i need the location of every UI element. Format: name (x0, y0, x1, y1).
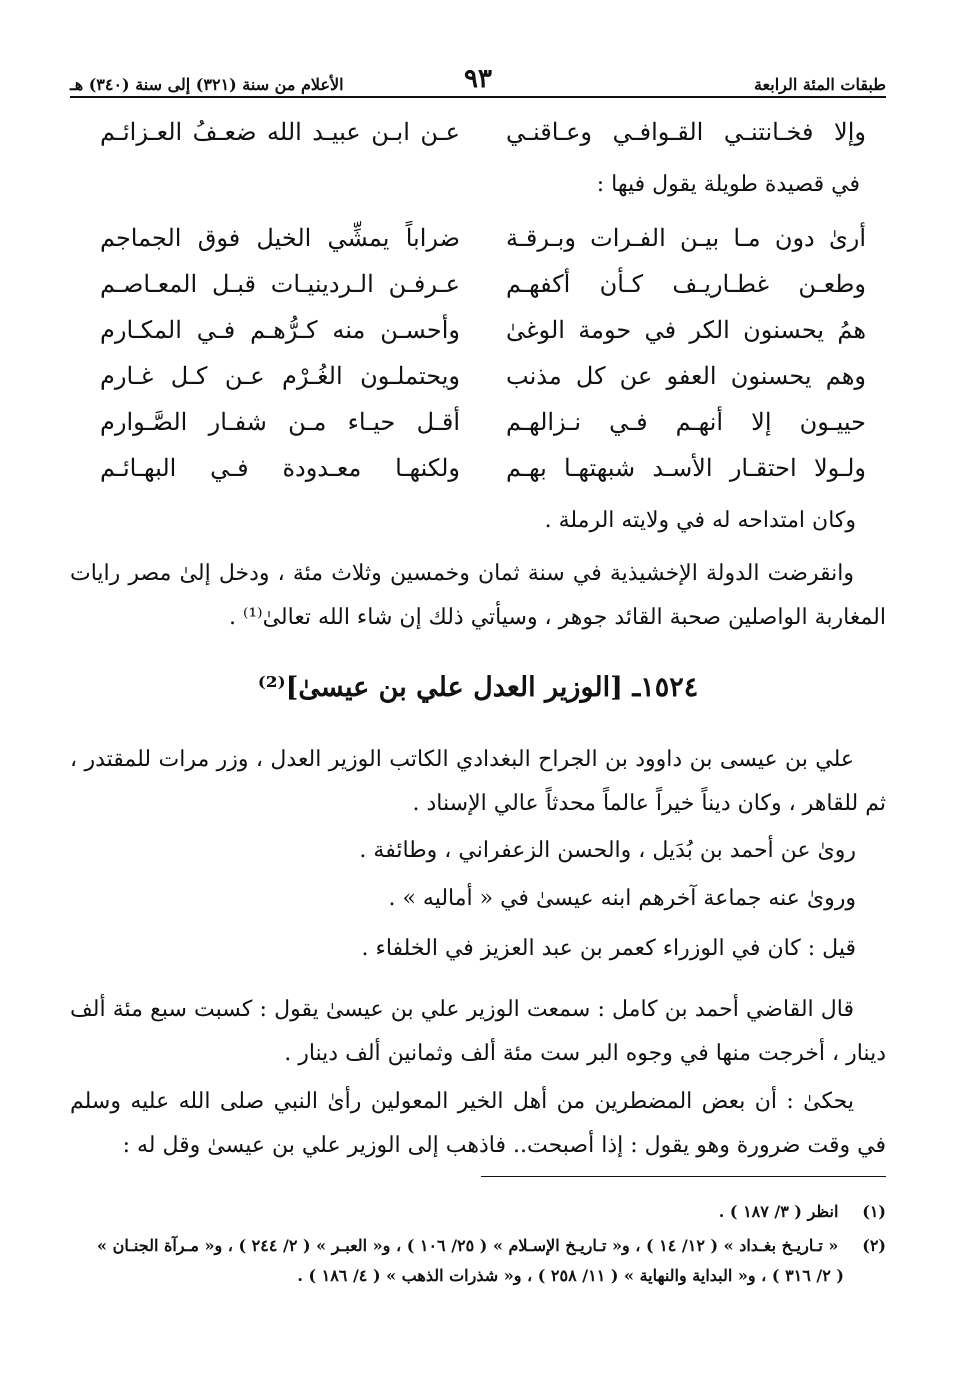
paragraph: يحكىٰ : أن بعض المضطرين من أهل الخير المعولين رأىٰ النبي صلى الله عليه وسلم في وقت ضرورة وهو يقول : إذا أصبحت.. فاذهب إلى الوزير علي بن عيسىٰ وقل له : (70, 1089, 886, 1158)
verse-second-hemistich: عـن ابـن عبيـد الله ضعـفُ العـزائـم (100, 118, 460, 146)
header-rule (70, 96, 886, 98)
verse-line (70, 270, 886, 316)
verse-line (70, 408, 886, 454)
verse-second-hemistich: ويحتملـون الغُـرْم عـن كـل غـارم (100, 362, 460, 390)
header-section-title: طبقات المئة الرابعة (753, 75, 886, 94)
verse-line (70, 362, 886, 408)
paragraph: قال القاضي أحمد بن كامل : سمعت الوزير علي بن عيسىٰ يقول : كسبت سبع مئة ألف دينار ، أخرجت منها في وجوه البر ست مئة ألف وثمانين ألف دينار . (70, 997, 886, 1066)
verse-line (70, 316, 886, 362)
verse-first-hemistich: ولـولا احتقـار الأسـد شبهتهـا بهـم (506, 454, 866, 482)
text-line: وروىٰ عنه جماعة آخرهم ابنه عيسىٰ في « أماليه » . (388, 886, 856, 911)
paragraph: وانقرضت الدولة الإخشيذية في سنة ثمان وخمسين وثلاث مئة ، ودخل إلىٰ مصر رايات المغاربة الواصلين صحبة القائد جوهر ، وسيأتي ذلك إن شاء الله تعالىٰ⁽¹⁾ . (70, 561, 886, 630)
verse-first-hemistich: وطعـن غطـاريـف كـأن أكفهـم (506, 270, 866, 298)
verse-first-hemistich: حييـون إلا أنهـم فـي نـزالهـم (506, 408, 866, 436)
footnote-number: (١) (862, 1202, 886, 1221)
verse-second-hemistich: عـرفـن الـردينيـات قبـل المعـاصـم (100, 270, 460, 298)
text-line: روىٰ عن أحمد بن بُدَيل ، والحسن الزعفراني ، وطائفة . (359, 838, 856, 863)
footnote-rule (481, 1176, 886, 1177)
entry-title: ١٥٢٤ـ [الوزير العدل علي بن عيسىٰ]⁽²⁾ (257, 672, 699, 703)
verse-line (70, 224, 886, 270)
footnote-number: (٢) (862, 1236, 886, 1255)
footnote-text: « تـاريـخ بغـداد » ( ١٢/ ١٤ ) ، و« تـاريـخ الإسـلام » ( ٢٥/ ١٠٦ ) ، و« العبـر » ( ٢/ ٢٤٤ ) ، و« مـرآة الجنـان » (97, 1236, 839, 1255)
page-number: ٩٣ (464, 64, 492, 94)
verse-line (70, 118, 886, 164)
footnote (70, 1198, 886, 1226)
header-range-title: الأعلام من سنة (٣٢١) إلى سنة (٣٤٠) هـ (70, 75, 344, 94)
verse-second-hemistich: ولكنهـا معـدودة فـي البهـائـم (100, 454, 460, 482)
verse-first-hemistich: وهم يحسنون العفو عن كل مذنب (506, 362, 866, 390)
verse-second-hemistich: ضراباً يمشِّي الخيل فوق الجماجم (100, 224, 460, 252)
footnote-text: انظر ( ٣/ ١٨٧ ) . (718, 1202, 839, 1221)
text-line: وكان امتداحه له في ولايته الرملة . (544, 508, 856, 533)
intro-line: في قصيدة طويلة يقول فيها : (596, 172, 860, 197)
verse-first-hemistich: أرىٰ دون مـا بيـن الفـرات وبـرقـة (506, 224, 866, 252)
footnote (70, 1232, 886, 1260)
text-line: قيل : كان في الوزراء كعمر بن عبد العزيز في الخلفاء . (361, 936, 856, 961)
verse-first-hemistich: وإلا فخـانتنـي القـوافـي وعـاقنـي (506, 118, 866, 146)
verse-first-hemistich: همُ يحسنون الكر في حومة الوغىٰ (506, 316, 866, 344)
paragraph: علي بن عيسى بن داوود بن الجراح البغدادي الكاتب الوزير العدل ، وزر مرات للمقتدر ، ثم للقاهر ، وكان ديناً خيراً عالماً محدثاً عالي الإسناد . (70, 747, 886, 816)
page-header (70, 58, 886, 94)
verse-second-hemistich: وأحسـن منه كـرُّهـم فـي المكـارم (100, 316, 460, 344)
footnote-continuation: ( ٢/ ٣١٦ ) ، و« البداية والنهاية » ( ١١/ ٢٥٨ ) ، و« شذرات الذهب » ( ٤/ ١٨٦ ) . (297, 1266, 844, 1285)
verse-line (70, 454, 886, 500)
verse-second-hemistich: أقـل حيـاء مـن شفـار الصَّـوارم (100, 408, 460, 436)
